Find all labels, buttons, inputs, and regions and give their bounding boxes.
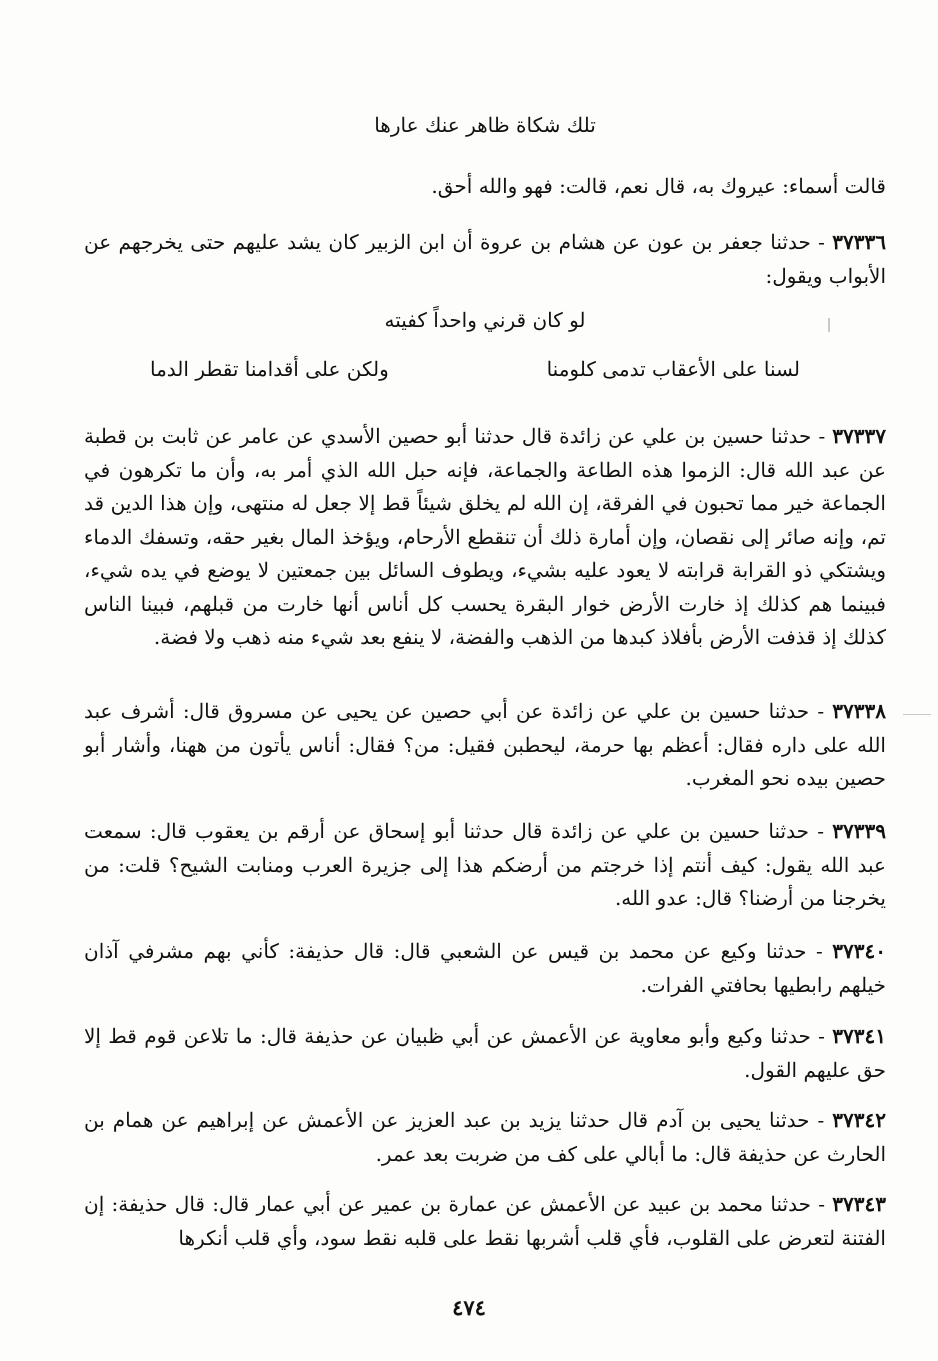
- hadith-text: - حدثنا جعفر بن عون عن هشام بن عروة أن ابن الزبير كان يشد عليهم حتى يخرجهم عن الأبواب ويقول:: [84, 230, 886, 288]
- hadith-number: ٣٧٣٤١: [832, 1024, 886, 1048]
- hadith-number: ٣٧٣٤٣: [832, 1192, 886, 1216]
- hadith-text: - حدثنا حسين بن علي عن زائدة قال حدثنا أبو حصين الأسدي عن عامر عن ثابت بن قطبة عن عبد الله قال: الزموا هذه الطاعة والجماعة، فإنه حبل الله الذي أمر به، وأن ما تكرهون في الجماعة خير مما تحبون في الفرقة، إن الله لم يخلق شيئاً قط إلا جعل له منتهى، وإن هذا الدين قد تم، وإنه صائر إلى نقصان، وإن أمارة ذلك أن تنقطع الأرحام، ويؤخذ المال بغير حقه، وتسفك الدماء ويشتكي ذو القرابة قرابته لا يعود عليه بشيء، ويطوف السائل بين جمعتين لا يوضع في يده شيء، فبينما هم كذلك إذ خارت الأرض خوار البقرة يحسب كل أناس أنها خارت من قبلهم، فبينا الناس كذلك إذ قذفت الأرض بأفلاذ كبدها من الذهب والفضة، لا ينفع بعد شيء منه ذهب ولا فضة.: [84, 424, 886, 649]
- scan-mark: [828, 318, 830, 332]
- hadith-37338: [84, 695, 886, 796]
- verse-middle: لو كان قرني واحداً كفيته: [384, 308, 586, 332]
- hadith-number: ٣٧٣٣٨: [832, 699, 886, 723]
- hadith-text: - حدثنا حسين بن علي عن زائدة قال حدثنا أبو إسحاق عن أرقم بن يعقوب قال: سمعت عبد الله يقول: كيف أنتم إذا خرجتم من أرضكم هذا إلى جزيرة العرب ومنابت الشيح؟ قلت: من يخرجنا من أرضنا؟ قال: عدو الله.: [84, 819, 886, 910]
- verse-top: تلك شكاة ظاهر عنك عارها: [374, 113, 596, 137]
- hadith-number: ٣٧٣٤٢: [832, 1108, 886, 1132]
- hadith-text: - حدثنا حسين بن علي عن زائدة عن أبي حصين عن يحيى عن مسروق قال: أشرف عبد الله على داره فقال: أعظم بها حرمة، ليحطبن فقيل: من؟ فقال: أناس يأتون من ههنا، وأشار أبو حصين بيده نحو المغرب.: [84, 699, 886, 790]
- hadith-text: - حدثنا يحيى بن آدم قال حدثنا يزيد بن عبد العزيز عن الأعمش عن إبراهيم عن همام بن الحارث عن حذيفة قال: ما أبالي على كف من ضربت بعد عمر.: [84, 1108, 886, 1166]
- hadith-text: - حدثنا محمد بن عبيد عن الأعمش عن عمارة بن عمير عن أبي عمار قال: قال حذيفة: إن الفتنة لتعرض على القلوب، فأي قلب أشربها نقط على قلبه نقط سود، وأي قلب أنكرها: [84, 1192, 886, 1250]
- hadith-37343: [84, 1188, 886, 1255]
- hadith-number: ٣٧٣٣٩: [832, 819, 886, 843]
- hadith-37336: [84, 226, 886, 293]
- verse-second-hemistich: ولكن على أقدامنا تقطر الدما: [150, 357, 389, 381]
- hadith-number: ٣٧٣٣٦: [832, 230, 887, 254]
- hadith-text: - حدثنا وكيع وأبو معاوية عن الأعمش عن أبي ظبيان عن حذيفة قال: ما تلاعن قوم قط إلا حق عليهم القول.: [84, 1024, 886, 1082]
- hadith-37342: [84, 1104, 886, 1171]
- asma-line: قالت أسماء: عيروك به، قال نعم، قالت: فهو والله أحق.: [431, 174, 886, 198]
- hadith-number: ٣٧٣٣٧: [832, 424, 887, 448]
- scan-mark: [903, 714, 931, 715]
- verse-pair: [150, 357, 800, 381]
- hadith-37337: [84, 420, 886, 655]
- hadith-37341: [84, 1020, 886, 1087]
- hadith-37340: [84, 935, 886, 1002]
- verse-first-hemistich: لسنا على الأعقاب تدمى كلومنا: [546, 357, 800, 381]
- hadith-37339: [84, 815, 886, 916]
- hadith-number: ٣٧٣٤٠: [832, 939, 887, 963]
- hadith-text: - حدثنا وكيع عن محمد بن قيس عن الشعبي قال: قال حذيفة: كأني بهم مشرفي آذان خيلهم رابطيها بحافتي الفرات.: [84, 939, 886, 997]
- page-number: ٤٧٤: [452, 1295, 486, 1320]
